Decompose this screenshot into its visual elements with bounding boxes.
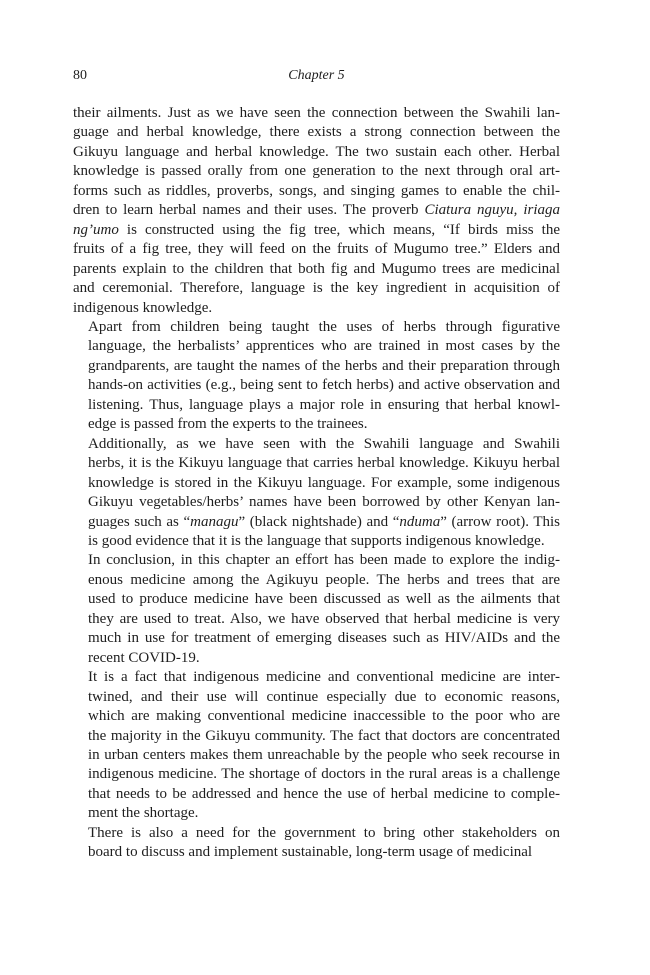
text-line bbox=[73, 279, 560, 298]
text-run: Gikuyu vegetables/herbs’ names have been borrowed by other Kenyan lan- bbox=[88, 494, 560, 511]
text-run: in urban centers makes them unreachable by the people who seek recourse in bbox=[88, 746, 560, 763]
text-line bbox=[73, 299, 560, 318]
text-line bbox=[73, 454, 560, 473]
text-run: forms such as riddles, proverbs, songs, and singing games to enable the chil- bbox=[73, 182, 560, 199]
text-run: knowledge is passed orally from one generation to the next through oral art- bbox=[73, 163, 560, 180]
text-run: their ailments. Just as we have seen the connection between the Swahili lan- bbox=[73, 105, 560, 121]
text-line bbox=[73, 629, 560, 648]
italic-term: Ciatura nguyu, iriaga bbox=[424, 202, 560, 219]
text-run: In conclusion, in this chapter an effort has been made to explore the indig- bbox=[88, 552, 560, 569]
paragraph bbox=[73, 668, 560, 824]
running-head bbox=[73, 68, 560, 88]
text-line bbox=[73, 201, 560, 220]
text-run: dren to learn herbal names and their uses. The proverb bbox=[73, 202, 425, 219]
text-line bbox=[73, 610, 560, 629]
text-run: is constructed using the fig tree, which means, “If birds miss the bbox=[118, 221, 560, 238]
text-run: used to produce medicine have been discussed as well as the ailments that bbox=[88, 591, 560, 608]
text-run: which are making conventional medicine inaccessible to the poor who are bbox=[88, 708, 560, 725]
text-run: language, the herbalists’ apprentices who are trained in most cases by the bbox=[88, 338, 560, 355]
text-line bbox=[73, 785, 560, 804]
text-run: that needs to be addressed and hence the use of herbal medicine to comple- bbox=[88, 785, 560, 802]
body-text bbox=[73, 104, 560, 863]
text-run: edge is passed from the experts to the trainees. bbox=[88, 416, 368, 433]
text-run: ” (black nightshade) and “ bbox=[238, 513, 400, 530]
text-run: the majority in the Gikuyu community. The fact that doctors are concentrated bbox=[88, 727, 560, 744]
text-run: listening. Thus, language plays a major role in ensuring that herbal knowl- bbox=[88, 396, 560, 413]
text-run: ment the shortage. bbox=[88, 805, 199, 822]
text-line bbox=[73, 143, 560, 162]
text-run: guages such as “ bbox=[88, 513, 191, 530]
text-line bbox=[73, 493, 560, 512]
text-line bbox=[73, 240, 560, 259]
text-run: Gikuyu language and herbal knowledge. The two sustain each other. Herbal bbox=[73, 143, 560, 160]
text-line bbox=[73, 590, 560, 609]
text-line bbox=[73, 707, 560, 726]
text-line bbox=[73, 513, 560, 532]
text-line bbox=[73, 727, 560, 746]
paragraph bbox=[73, 318, 560, 435]
text-run: Additionally, as we have seen with the Swahili language and Swahili bbox=[88, 435, 560, 452]
text-run: There is also a need for the government to bring other stakeholders on bbox=[88, 824, 560, 841]
text-line bbox=[73, 221, 560, 240]
text-run: parents explain to the children that both fig and Mugumo trees are medicinal bbox=[73, 260, 560, 277]
text-line bbox=[73, 474, 560, 493]
text-line bbox=[73, 804, 560, 823]
text-run: herbs, it is the Kikuyu language that carries herbal knowledge. Kikuyu herbal bbox=[88, 455, 560, 472]
chapter-title: Chapter 5 bbox=[288, 68, 345, 83]
text-run: indigenous knowledge. bbox=[73, 299, 213, 316]
paragraph bbox=[73, 104, 560, 318]
text-run: and ceremonial. Therefore, language is the key ingredient in acquisition of bbox=[73, 280, 560, 297]
text-run: Apart from children being taught the uses of herbs through figurative bbox=[88, 318, 560, 335]
text-line bbox=[73, 571, 560, 590]
text-line bbox=[73, 551, 560, 570]
text-run: enous medicine among the Agikuyu people. The herbs and trees that are bbox=[88, 571, 560, 588]
text-run: recent COVID-19. bbox=[88, 649, 200, 666]
text-run: knowledge is stored in the Kikuyu language. For example, some indigenous bbox=[88, 474, 560, 491]
text-run: is good evidence that it is the language that supports indigenous knowledge. bbox=[88, 532, 545, 549]
text-line bbox=[73, 260, 560, 279]
text-run: fruits of a fig tree, they will feed on the fruits of Mugumo tree.” Elders and bbox=[73, 241, 560, 258]
text-line bbox=[73, 123, 560, 142]
page-number: 80 bbox=[73, 68, 87, 83]
text-line bbox=[73, 396, 560, 415]
text-line bbox=[73, 824, 560, 843]
text-run: indigenous medicine. The shortage of doctors in the rural areas is a challenge bbox=[88, 766, 560, 783]
text-run: board to discuss and implement sustainable, long-term usage of medicinal bbox=[88, 844, 533, 861]
paragraph bbox=[73, 435, 560, 552]
text-line bbox=[73, 435, 560, 454]
italic-term: nduma bbox=[399, 513, 441, 530]
text-run: ” (arrow root). This bbox=[440, 513, 560, 530]
italic-term: managu bbox=[190, 513, 239, 530]
text-line bbox=[73, 104, 560, 123]
text-line bbox=[73, 357, 560, 376]
text-run: hands-on activities (e.g., being sent to fetch herbs) and active observation and bbox=[88, 377, 560, 394]
text-run: much in use for treatment of emerging diseases such as HIV/AIDs and the bbox=[88, 630, 560, 647]
italic-term: ng’umo bbox=[73, 221, 119, 238]
text-line bbox=[73, 376, 560, 395]
text-line bbox=[73, 415, 560, 434]
text-run: twined, and their use will continue especially due to economic reasons, bbox=[88, 688, 560, 705]
text-line bbox=[73, 318, 560, 337]
text-line bbox=[73, 765, 560, 784]
text-line bbox=[73, 182, 560, 201]
text-line bbox=[73, 532, 560, 551]
text-line bbox=[73, 688, 560, 707]
paragraph bbox=[73, 551, 560, 668]
text-line bbox=[73, 843, 560, 862]
text-run: grandparents, are taught the names of the herbs and their preparation through bbox=[88, 357, 560, 374]
text-run: they are used to treat. Also, we have observed that herbal medicine is very bbox=[88, 610, 560, 627]
text-line bbox=[73, 649, 560, 668]
text-run: guage and herbal knowledge, there exists a strong connection between the bbox=[73, 124, 560, 141]
text-line bbox=[73, 162, 560, 181]
text-line bbox=[73, 668, 560, 687]
text-run: It is a fact that indigenous medicine and conventional medicine are inter- bbox=[88, 669, 560, 686]
text-line bbox=[73, 746, 560, 765]
text-line bbox=[73, 337, 560, 356]
paragraph bbox=[73, 824, 560, 863]
